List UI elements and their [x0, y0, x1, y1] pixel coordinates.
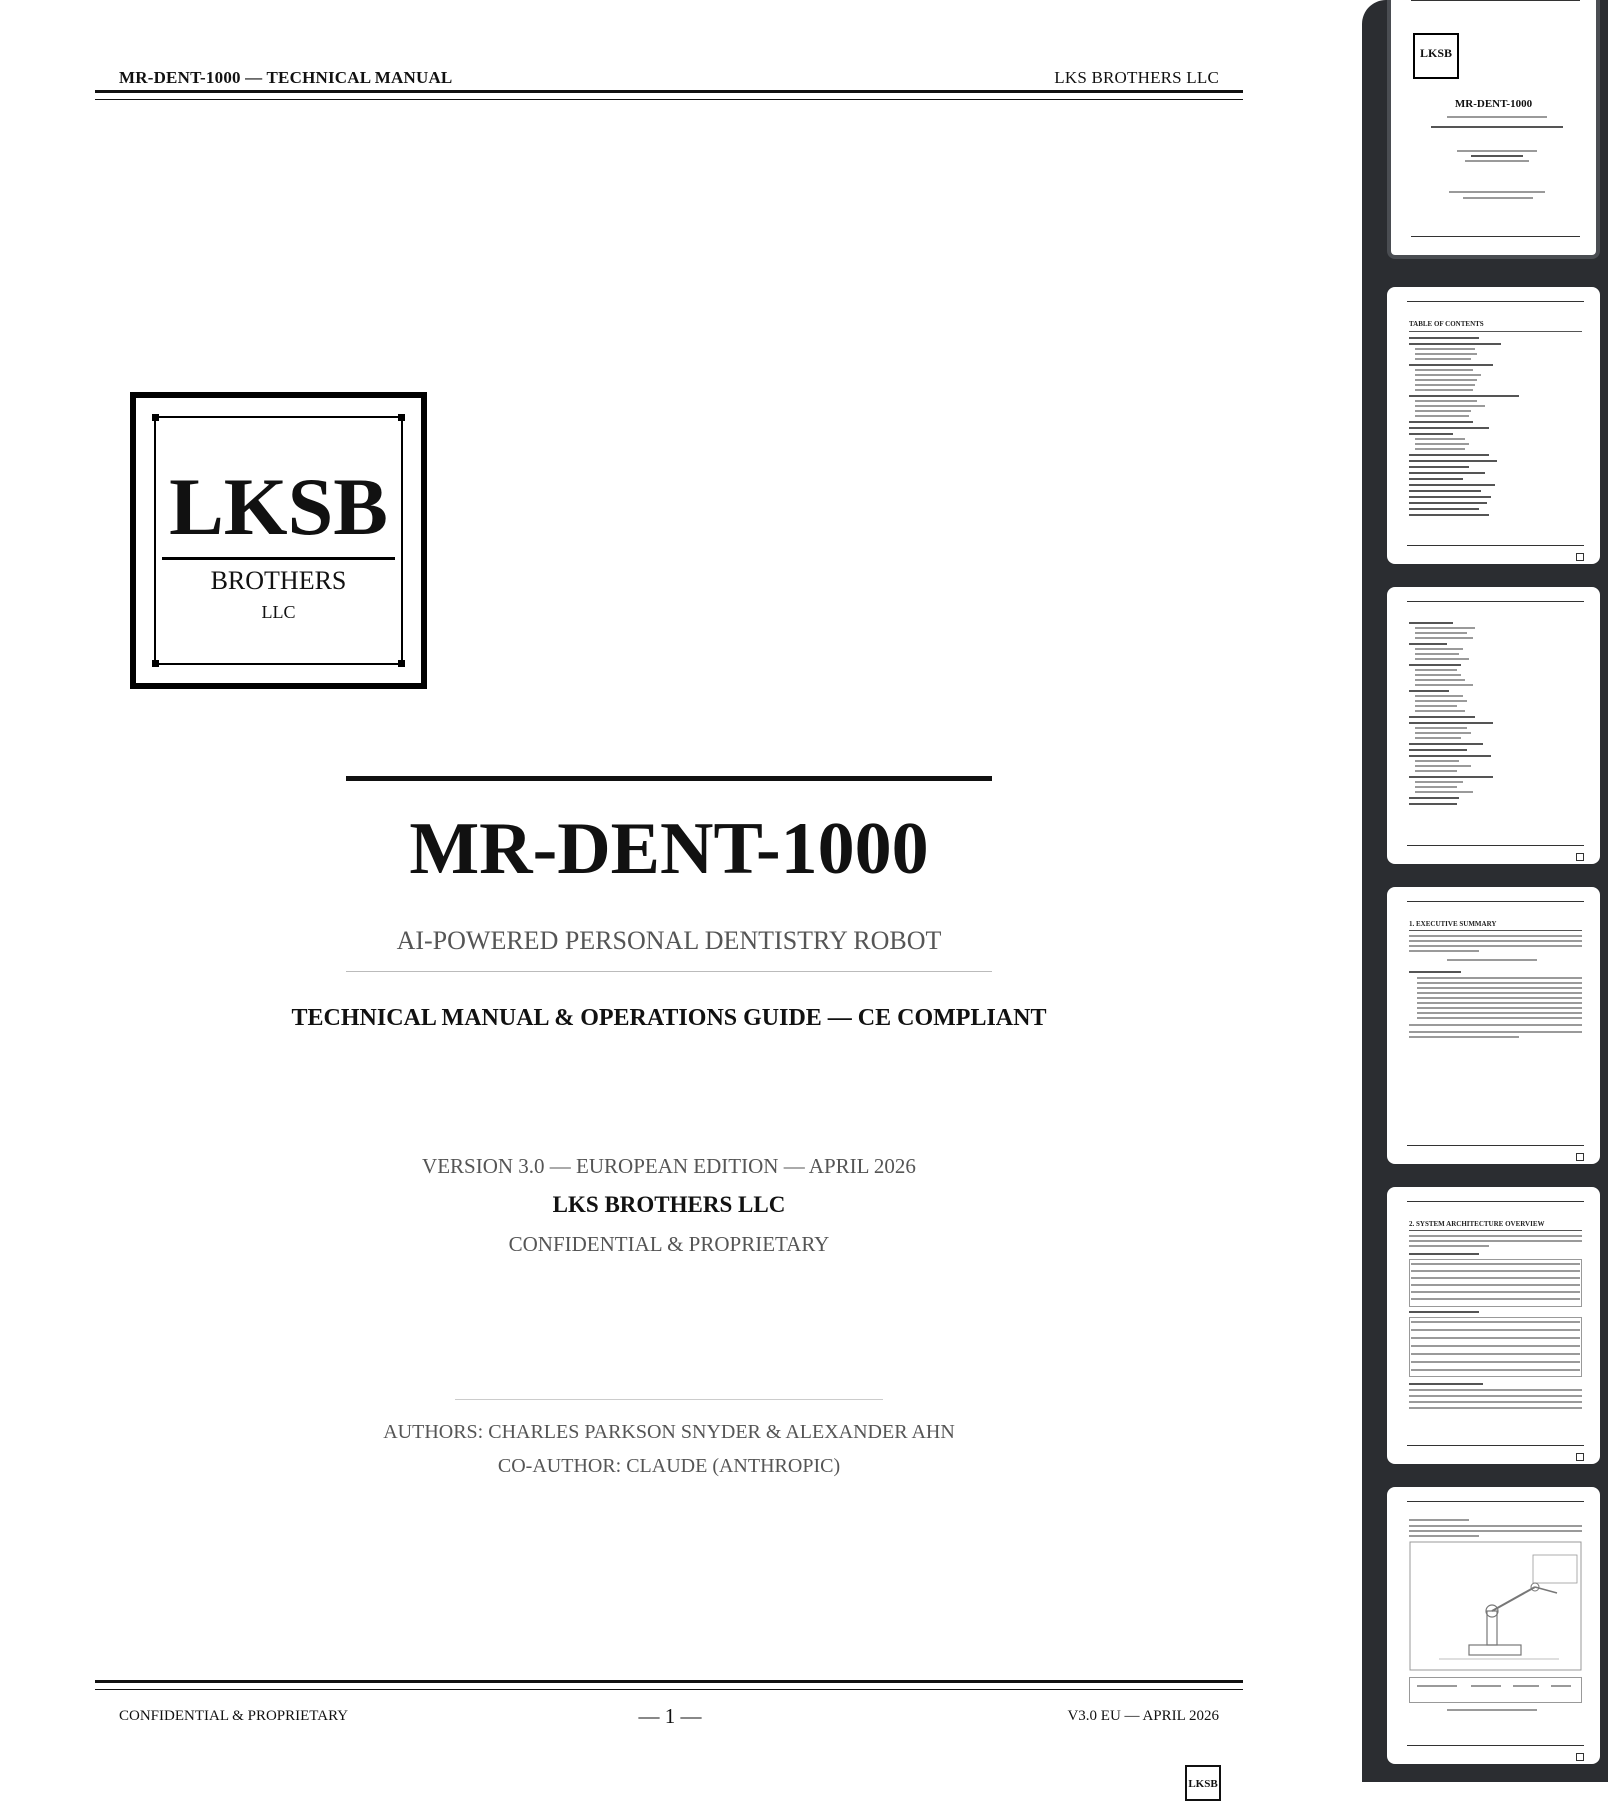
footer-logo: LKSB: [1185, 1765, 1221, 1801]
footer-version: V3.0 EU — APRIL 2026: [1067, 1708, 1219, 1724]
thumbnail-title: 1. EXECUTIVE SUMMARY: [1409, 920, 1497, 928]
page-thumbnail-2[interactable]: [1387, 287, 1600, 564]
page-thumbnail-4[interactable]: [1387, 887, 1600, 1164]
page-thumbnail-1[interactable]: [1387, 0, 1600, 259]
coauthor-line: CO-AUTHOR: CLAUDE (ANTHROPIC): [497, 1455, 841, 1477]
document-type: TECHNICAL MANUAL & OPERATIONS GUIDE — CE COMPLIANT: [291, 1005, 1047, 1031]
thumbnail-title: MR-DENT-1000: [1454, 98, 1533, 110]
footer-rule-thin: [95, 1689, 1243, 1690]
document-title: MR-DENT-1000: [409, 808, 929, 890]
header-rule-thin: [95, 99, 1243, 100]
document-subtitle: AI-POWERED PERSONAL DENTISTRY ROBOT: [396, 926, 942, 955]
subtitle-rule: [346, 971, 992, 972]
header-rule: [95, 90, 1243, 93]
authors-line: AUTHORS: CHARLES PARKSON SNYDER & ALEXANDER AHN: [383, 1421, 955, 1443]
page-thumbnail-sidebar[interactable]: [1362, 0, 1608, 1782]
confidentiality-notice: CONFIDENTIAL & PROPRIETARY: [508, 1232, 830, 1256]
page-thumbnail-5[interactable]: [1387, 1187, 1600, 1464]
page-thumbnail-6[interactable]: [1387, 1487, 1600, 1764]
running-header-company: LKS BROTHERS LLC: [1054, 68, 1219, 87]
footer-rule: [95, 1680, 1243, 1683]
company-logo: [130, 392, 427, 689]
logo-subtitle: BROTHERS: [210, 566, 347, 595]
thumbnail-logo: LKSB: [1413, 33, 1459, 79]
running-header-title: MR-DENT-1000 — TECHNICAL MANUAL: [119, 68, 453, 87]
logo-wordmark: LKSB: [169, 461, 388, 552]
thumbnail-title: 2. SYSTEM ARCHITECTURE OVERVIEW: [1409, 1220, 1545, 1228]
robot-assembly-drawing: [1409, 1541, 1582, 1671]
logo-underline: [162, 557, 395, 560]
authors-rule: [455, 1399, 883, 1400]
page-thumbnail-3[interactable]: [1387, 587, 1600, 864]
footer-confidentiality: CONFIDENTIAL & PROPRIETARY: [119, 1708, 349, 1724]
company-name: LKS BROTHERS LLC: [552, 1192, 786, 1217]
logo-suffix: LLC: [261, 602, 296, 622]
page-number: — 1 —: [638, 1704, 702, 1728]
version-line: VERSION 3.0 — EUROPEAN EDITION — APRIL 2026: [422, 1154, 916, 1178]
thumbnail-title: TABLE OF CONTENTS: [1409, 320, 1484, 328]
title-rule: [346, 776, 992, 781]
